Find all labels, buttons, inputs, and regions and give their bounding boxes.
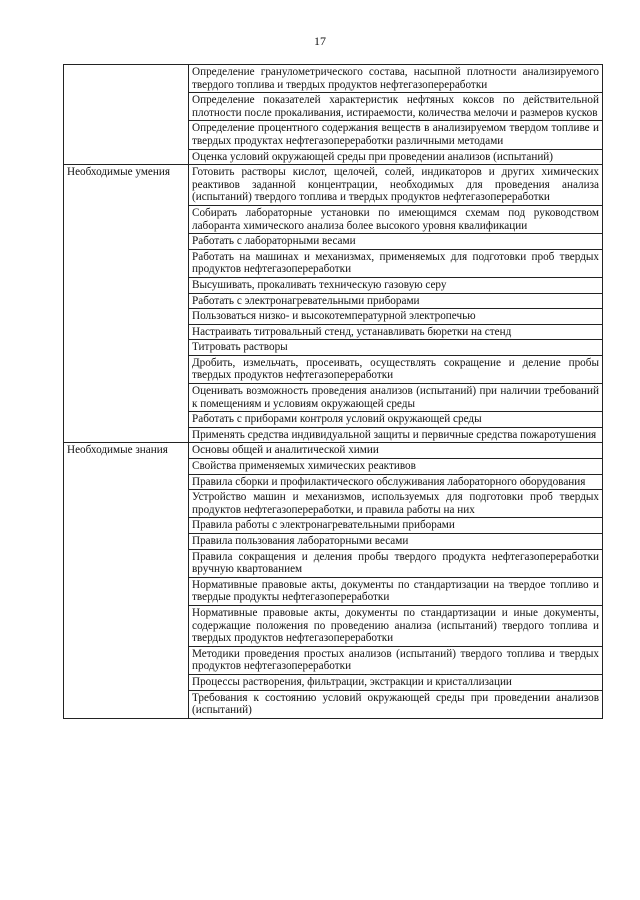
item-text: Определение показателей характеристик нефтяных коксов по действительной плотности после прокаливания, истираемости, количества мелочи и размеров кусков <box>192 94 599 119</box>
item-cell <box>189 355 603 383</box>
item-cell <box>189 412 603 428</box>
item-cell <box>189 605 603 646</box>
item-text: Готовить растворы кислот, щелочей, солей, индикаторов и других химических реактивов заданной концентрации, необходимых для проведения анализа (испытаний) твердого топлива и твердых продуктов нефтегазопереработки <box>192 166 599 204</box>
group-label: Необходимые умения <box>67 166 170 179</box>
item-cell <box>189 293 603 309</box>
item-cell <box>189 234 603 250</box>
item-cell <box>189 165 603 206</box>
item-text: Устройство машин и механизмов, используемых для подготовки проб твердых продуктов нефтегазопереработки, и правила работы на них <box>192 491 599 516</box>
item-text: Правила сокращения и деления пробы твердого продукта нефтегазопереработки вручную квартованием <box>192 550 599 576</box>
item-text: Определение процентного содержания веществ в анализируемом твердом топливе и твердых продуктах нефтегазопереработки различными методами <box>192 122 599 147</box>
competency-table <box>63 64 603 719</box>
item-cell <box>189 65 603 93</box>
item-text: Высушивать, прокаливать техническую газовую серу <box>192 278 447 291</box>
item-cell <box>189 205 603 233</box>
item-text: Работать с лабораторными весами <box>192 235 356 248</box>
item-text: Собирать лабораторные установки по имеющимся схемам под руководством лаборанта химического анализа более высокого уровня квалификации <box>192 206 599 232</box>
table-row <box>64 165 603 206</box>
item-text: Титровать растворы <box>192 341 288 354</box>
item-text: Свойства применяемых химических реактивов <box>192 460 416 473</box>
item-text: Нормативные правовые акты, документы по стандартизации на твердое топливо и твердые продукты нефтегазопереработки <box>192 578 599 604</box>
item-text: Работать с приборами контроля условий окружающей среды <box>192 413 482 426</box>
item-text: Оценивать возможность проведения анализов (испытаний) при наличии требований к помещениям и условиям окружающей среды <box>192 385 599 410</box>
item-text: Правила пользования лабораторными весами <box>192 535 409 547</box>
item-text: Основы общей и аналитической химии <box>192 444 379 457</box>
item-cell <box>189 149 603 165</box>
item-cell <box>189 443 603 459</box>
item-text: Настраивать титровальный стенд, устанавливать бюретки на стенд <box>192 325 512 338</box>
item-cell <box>189 121 603 149</box>
item-cell <box>189 674 603 690</box>
item-cell <box>189 309 603 325</box>
item-cell <box>189 340 603 356</box>
item-text: Методики проведения простых анализов (испытаний) твердого топлива и твердых продуктов нефтегазопереработки <box>192 647 599 673</box>
page-number: 17 <box>314 34 326 48</box>
item-cell <box>189 534 603 550</box>
item-text: Применять средства индивидуальной защиты и первичные средства пожаротушения <box>192 428 597 441</box>
item-text: Процессы растворения, фильтрации, экстракции и кристаллизации <box>192 675 512 688</box>
group-label-cell <box>64 443 189 718</box>
item-text: Определение гранулометрического состава, насыпной плотности анализируемого твердого топлива и твердых продуктов нефтегазопереработки <box>192 66 599 91</box>
item-text: Оценка условий окружающей среды при проведении анализов (испытаний) <box>192 150 554 163</box>
item-text: Правила сборки и профилактического обслуживания лабораторного оборудования <box>192 475 586 488</box>
item-text: Требования к состоянию условий окружающей среды при проведении анализов (испытаний) <box>192 691 599 717</box>
group-label-cell <box>64 165 189 443</box>
item-cell <box>189 549 603 577</box>
item-cell <box>189 518 603 534</box>
item-cell <box>189 459 603 475</box>
table-row <box>64 443 603 459</box>
item-cell <box>189 490 603 518</box>
item-text: Нормативные правовые акты, документы по стандартизации и иные документы, содержащие положения по проведению анализа (испытаний) твердого топлива и твердых продуктов нефтегазопереработки <box>192 606 599 645</box>
item-text: Работать на машинах и механизмах, применяемых для подготовки проб твердых продуктов нефтегазопереработки <box>192 250 599 276</box>
table-row <box>64 65 603 93</box>
item-cell <box>189 93 603 121</box>
item-text: Дробить, измельчать, просеивать, осуществлять сокращение и деление пробы твердых продуктов нефтегазопереработки <box>192 356 599 382</box>
item-cell <box>189 249 603 277</box>
item-cell <box>189 690 603 718</box>
item-cell <box>189 324 603 340</box>
table-body <box>64 65 603 719</box>
item-text: Работать с электронагревательными приборами <box>192 294 420 307</box>
item-cell <box>189 384 603 412</box>
item-cell <box>189 646 603 674</box>
item-text: Пользоваться низко- и высокотемпературной электропечью <box>192 310 476 323</box>
item-text: Правила работы с электронагревательными приборами <box>192 519 455 532</box>
group-label-cell <box>64 65 189 165</box>
group-label: Необходимые знания <box>67 444 168 457</box>
item-cell <box>189 277 603 293</box>
item-cell <box>189 474 603 490</box>
item-cell <box>189 427 603 443</box>
item-cell <box>189 577 603 605</box>
